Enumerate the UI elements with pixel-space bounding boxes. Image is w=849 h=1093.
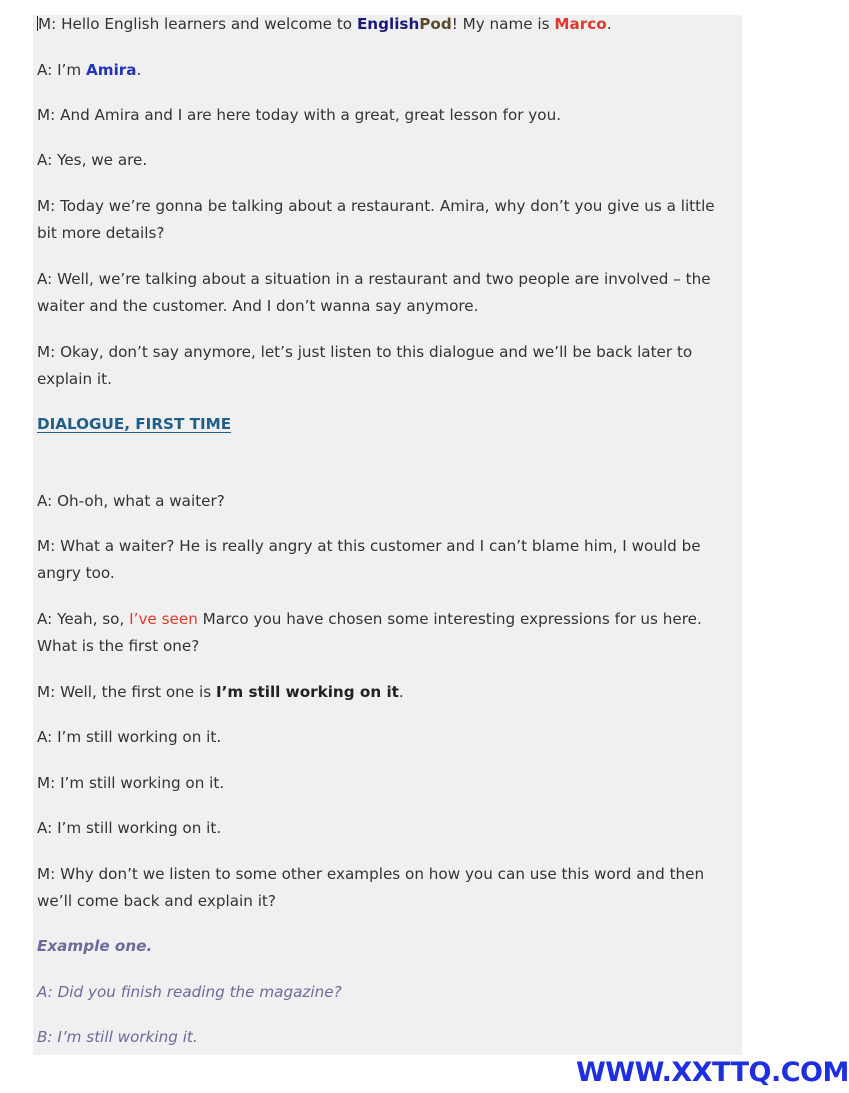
transcript-line-discussion-4: M: Well, the first one is I’m still working on it. — [37, 683, 404, 701]
transcript-line-intro-2: A: I’m Amira. — [37, 61, 142, 79]
transcript-line-intro-5: M: Today we’re gonna be talking about a restaurant. Amira, why don’t you give us a little bit more details? — [37, 197, 715, 242]
transcript-line-intro-6: A: Well, we’re talking about a situation in a restaurant and two people are involved – the waiter and the customer. And I don’t wanna say anymore. — [37, 270, 711, 315]
example-line-2: B: I’m still working it. — [37, 1028, 198, 1046]
transcript-line-discussion-7: A: I’m still working on it. — [37, 819, 222, 837]
transcript-line-intro-3: M: And Amira and I are here today with a great, great lesson for you. — [37, 106, 562, 124]
transcript-line-discussion-6: M: I’m still working on it. — [37, 774, 225, 792]
key-expression: I’m still working on it — [215, 683, 399, 701]
transcript-line-discussion-2: M: What a waiter? He is really angry at this customer and I can’t blame him, I would be angry too. — [37, 537, 701, 582]
example-line-1: A: Did you finish reading the magazine? — [37, 983, 342, 1001]
transcript-line-intro-4: A: Yes, we are. — [37, 151, 148, 169]
example-title: Example one. — [37, 937, 153, 955]
transcript-line-discussion-3: A: Yeah, so, I’ve seen Marco you have chosen some interesting expressions for us here. What is the first one? — [37, 610, 702, 655]
highlighted-phrase: I’ve seen — [129, 610, 198, 628]
section-heading — [37, 411, 727, 438]
brand-pod: Pod — [419, 15, 452, 33]
transcript-line-discussion-8: M: Why don’t we listen to some other examples on how you can use this word and then we’ll come back and explain it? — [37, 865, 705, 910]
host-name-amira: Amira — [86, 61, 137, 79]
dialogue-first-time-link[interactable]: DIALOGUE, FIRST TIME — [37, 415, 232, 433]
transcript-line-intro-7: M: Okay, don’t say anymore, let’s just listen to this dialogue and we’ll be back later to explain it. — [37, 343, 693, 388]
watermark-text: WWW.XXTTQ.COM — [576, 1057, 849, 1088]
transcript-line-intro-1: M: Hello English learners and welcome to EnglishPod! My name is Marco. — [38, 15, 612, 33]
transcript-line-discussion-5: A: I’m still working on it. — [37, 728, 222, 746]
host-name-marco: Marco — [554, 15, 607, 33]
brand-english: English — [356, 15, 420, 33]
transcript-line-discussion-1: A: Oh-oh, what a waiter? — [37, 492, 225, 510]
